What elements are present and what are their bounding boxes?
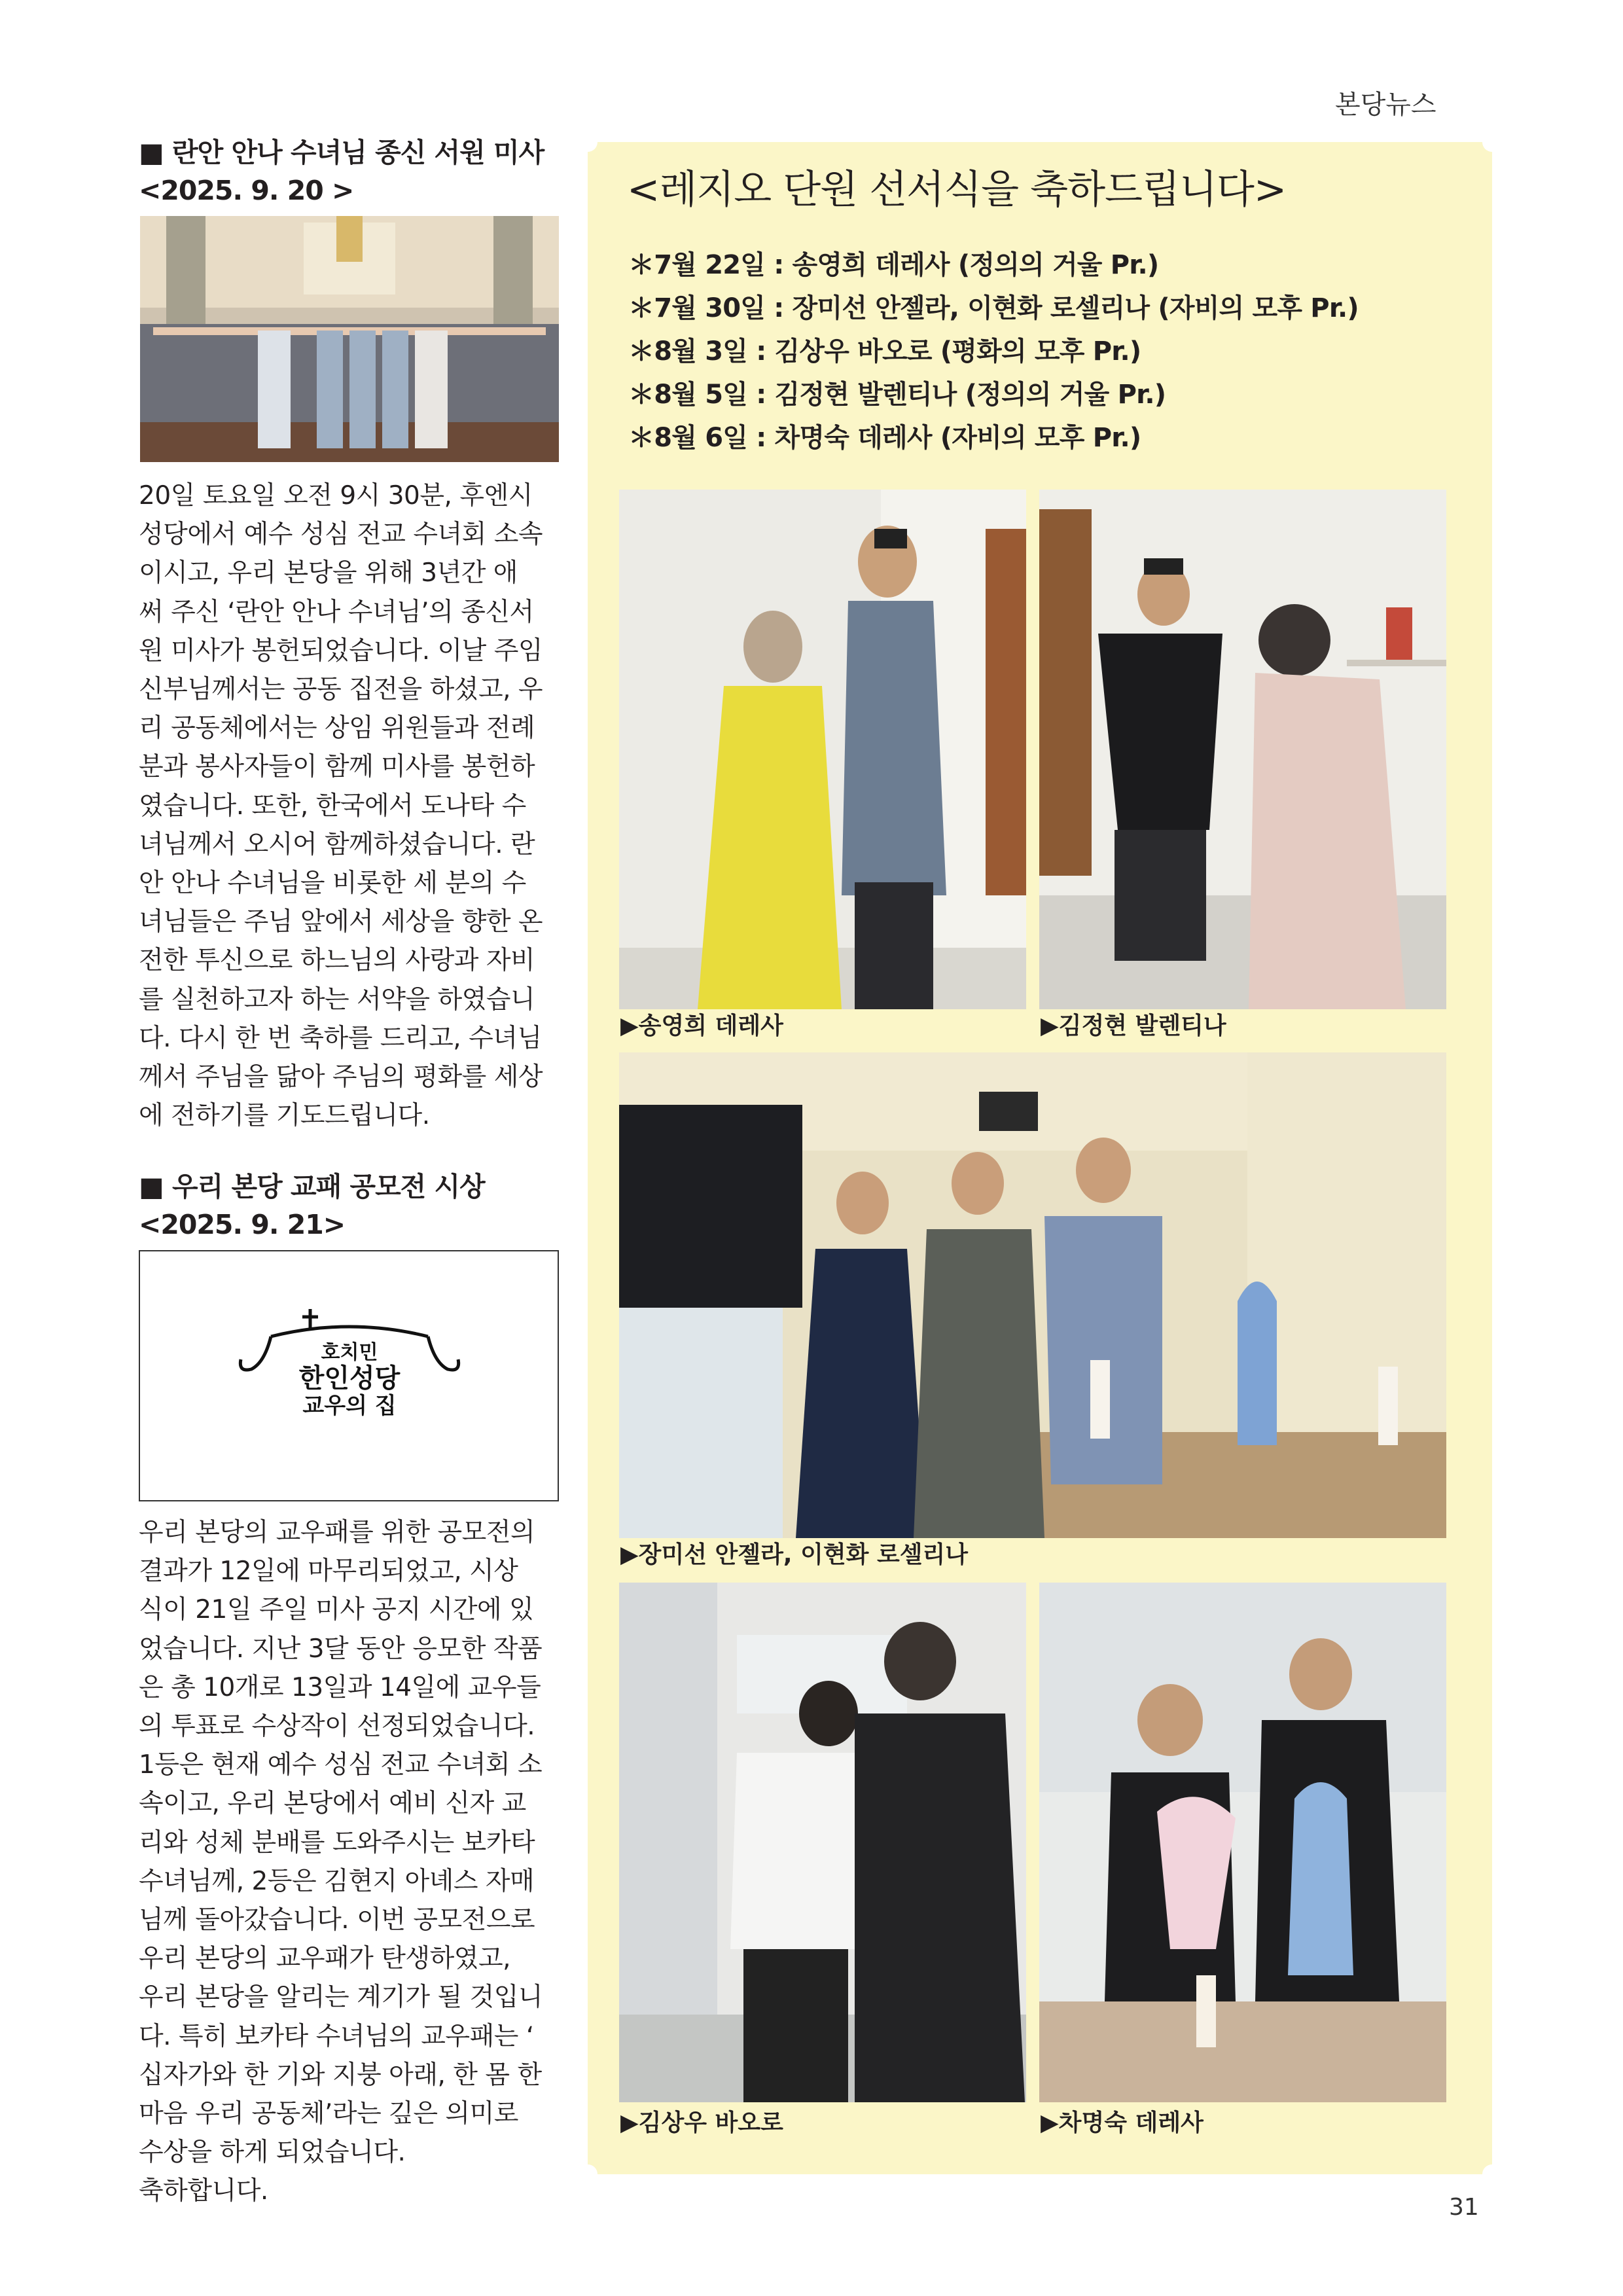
photo-cha-myungsook (1039, 1583, 1446, 2102)
panel-corner-notch (1482, 132, 1502, 152)
article1-line: 다. 다시 한 번 축하를 드리고, 수녀님 (139, 1023, 542, 1053)
caption-photo1: ▶송영희 데레사 (620, 1013, 783, 1039)
panel-corner-notch (1482, 2164, 1502, 2184)
article1-line: 성당에서 예수 성심 전교 수녀회 소속 (139, 520, 543, 550)
schedule-item: ＊8월 3일 : 김상우 바오로 (평화의 모후 Pr.) (628, 336, 1141, 367)
logo-lettering (232, 1342, 467, 1419)
photo-song-younghee (619, 490, 1026, 1009)
article1-line: 신부님께서는 공동 집전을 하셨고, 우 (139, 675, 543, 705)
article2-line: 의 투표로 수상작이 선정되었습니다. (139, 1712, 535, 1742)
article2-line: 십자가와 한 기와 지붕 아래, 한 몸 한 (139, 2060, 542, 2090)
page-number: 31 (1449, 2194, 1479, 2221)
schedule-item: ＊8월 6일 : 차명숙 데레사 (자비의 모후 Pr.) (628, 423, 1141, 453)
logo-text-city: 호치민 (321, 1341, 378, 1364)
article2-line: 우리 본당의 교우패를 위한 공모전의 (139, 1518, 535, 1547)
logo-text-home: 교우의 집 (302, 1393, 397, 1419)
logo-text-church: 한인성당 (298, 1363, 401, 1393)
article2-line: 축하합니다. (139, 2176, 268, 2206)
photo-kim-sangwoo (619, 1583, 1026, 2102)
caption-photo4: ▶김상우 바오로 (620, 2109, 783, 2136)
article1-title (139, 134, 544, 209)
article2-line: 은 총 10개로 13일과 14일에 교우들 (139, 1672, 541, 1702)
article2-line: 님께 돌아갔습니다. 이번 공모전으로 (139, 1905, 535, 1935)
section-header: 본당뉴스 (1335, 90, 1436, 120)
article1-line: 20일 토요일 오전 9시 30분, 후엔시 (139, 481, 533, 511)
article2-line: 다. 특히 보카타 수녀님의 교우패는 ‘ (139, 2021, 534, 2051)
photo-jang-misun-lee-hyunhwa (619, 1052, 1446, 1538)
article1-line: 녀님들은 주님 앞에서 세상을 향한 온 (139, 907, 543, 937)
article2-line: 1등은 현재 예수 성심 전교 수녀회 소 (139, 1750, 543, 1780)
article2-line: 식이 21일 주일 미사 공지 시간에 있 (139, 1595, 534, 1625)
article2-line: 마음 우리 공동체’라는 깊은 의미로 (139, 2099, 518, 2129)
article1-line: 원 미사가 봉헌되었습니다. 이날 주임 (139, 636, 543, 666)
caption-photo2: ▶김정현 발렌티나 (1041, 1013, 1226, 1039)
article1-line: 안 안나 수녀님을 비롯한 세 분의 수 (139, 869, 526, 899)
article1-line: 에 전하기를 기도드립니다. (139, 1101, 430, 1131)
schedule-item: ＊7월 30일 : 장미선 안젤라, 이현화 로셀리나 (자비의 모후 Pr.) (628, 293, 1359, 323)
article1-body (139, 476, 559, 1135)
article2-title-line1: ■ 우리 본당 교패 공모전 시상 (139, 1171, 485, 1202)
schedule-item: ＊7월 22일 : 송영희 데레사 (정의의 거울 Pr.) (628, 250, 1159, 280)
article2-title-line2: <2025. 9. 21> (139, 1209, 346, 1240)
article1-title-line2: <2025. 9. 20 > (139, 175, 354, 206)
article2-line: 리와 성체 분배를 도와주시는 보카타 (139, 1827, 535, 1857)
article2-line: 우리 본당의 교우패가 탄생하였고, (139, 1944, 511, 1974)
schedule-list (628, 243, 1359, 459)
article2-line: 속이고, 우리 본당에서 예비 신자 교 (139, 1789, 526, 1819)
article1-line: 써 주신 ‘란안 안나 수녀님’의 종신서 (139, 597, 534, 627)
panel-corner-notch (578, 132, 597, 152)
article1-title-line1: ■ 란안 안나 수녀님 종신 서원 미사 (139, 137, 544, 168)
vow-mass-group-photo (140, 216, 559, 462)
article2-line: 우리 본당을 알리는 계기가 될 것입니 (139, 1982, 543, 2013)
article1-line: 전한 투신으로 하느님의 사랑과 자비 (139, 946, 535, 976)
panel-title: <레지오 단원 선서식을 축하드립니다> (627, 167, 1287, 213)
photo-kim-junghyun (1039, 490, 1446, 1009)
article1-line: 였습니다. 또한, 한국에서 도나타 수 (139, 791, 526, 821)
article1-line: 이시고, 우리 본당을 위해 3년간 애 (139, 558, 518, 588)
article2-body (139, 1513, 559, 2211)
article2-title (139, 1168, 485, 1244)
panel-corner-notch (578, 2164, 597, 2184)
caption-photo3: ▶장미선 안젤라, 이현화 로셀리나 (620, 1541, 969, 1568)
parish-house-plaque-logo (139, 1250, 559, 1501)
article1-line: 분과 봉사자들이 함께 미사를 봉헌하 (139, 752, 535, 782)
article2-line: 었습니다. 지난 3달 동안 응모한 작품 (139, 1634, 543, 1664)
schedule-item: ＊8월 5일 : 김정현 발렌티나 (정의의 거울 Pr.) (628, 380, 1166, 410)
article1-line: 녀님께서 오시어 함께하셨습니다. 란 (139, 829, 535, 859)
article2-line: 결과가 12일에 마무리되었고, 시상 (139, 1556, 518, 1587)
article1-line: 께서 주님을 닮아 주님의 평화를 세상 (139, 1062, 543, 1092)
article1-line: 를 실천하고자 하는 서약을 하였습니 (139, 984, 535, 1014)
article2-line: 수상을 하게 되었습니다. (139, 2138, 406, 2168)
caption-photo5: ▶차명숙 데레사 (1041, 2109, 1204, 2136)
article2-line: 수녀님께, 2등은 김현지 아녜스 자매 (139, 1866, 535, 1896)
article1-line: 리 공동체에서는 상임 위원들과 전례 (139, 713, 535, 744)
